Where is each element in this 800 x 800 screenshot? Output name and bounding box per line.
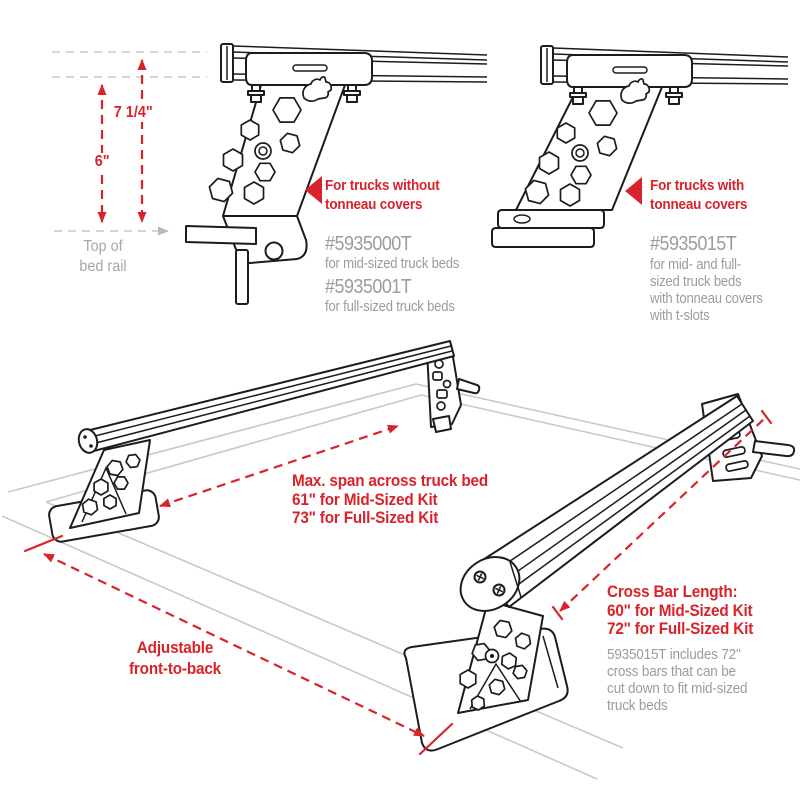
phillips-screw xyxy=(494,585,505,596)
part-desc: for mid- and full- sized truck beds with tonneau covers with t-slots xyxy=(650,257,763,324)
crossbar-length-annotation: Cross Bar Length: 60" for Mid-Sized Kit 72" for Full-Sized Kit 5935015T includes 72" cross bars that can be cut down to fit mid-sized truck beds xyxy=(607,582,754,714)
part-desc: for full-sized truck beds xyxy=(325,299,455,315)
t-bolt xyxy=(344,85,360,102)
tonneau-rail-foot xyxy=(492,210,604,247)
part-number: #5935001T xyxy=(325,276,412,298)
part-number: #5935015T xyxy=(650,233,737,255)
height-dimension-guides xyxy=(52,52,207,231)
rail-clamp xyxy=(567,55,692,87)
max-span-annotation: Max. span across truck bed 61" for Mid-Sized Kit 73" for Full-Sized Kit xyxy=(292,471,489,527)
callout-no-tonneau xyxy=(325,176,459,316)
bed-rail-baseline-label: Top of bed rail xyxy=(79,238,127,275)
adjustable-annotation: Adjustable front-to-back xyxy=(128,638,221,678)
bed-rail-hook xyxy=(186,216,307,304)
callout-tonneau xyxy=(650,176,763,325)
rail-clamp xyxy=(246,53,372,85)
callout-heading: For trucks with tonneau covers xyxy=(650,177,748,213)
dimension-adjustable xyxy=(25,536,452,754)
phillips-screw xyxy=(475,572,486,583)
t-bolt xyxy=(666,87,682,104)
dim-label-7-1-4: 7 1/4" xyxy=(113,104,153,121)
crossbar-note: 5935015T includes 72" cross bars that can be cut down to fit mid-sized truck beds xyxy=(607,645,748,714)
callout-heading: For trucks without tonneau covers xyxy=(325,177,440,213)
far-bar xyxy=(86,341,454,452)
part-desc: for mid-sized truck beds xyxy=(325,256,460,272)
callout-arrow-right xyxy=(625,177,642,205)
dim-label-6: 6" xyxy=(94,153,110,170)
part-number: #5935000T xyxy=(325,233,412,255)
